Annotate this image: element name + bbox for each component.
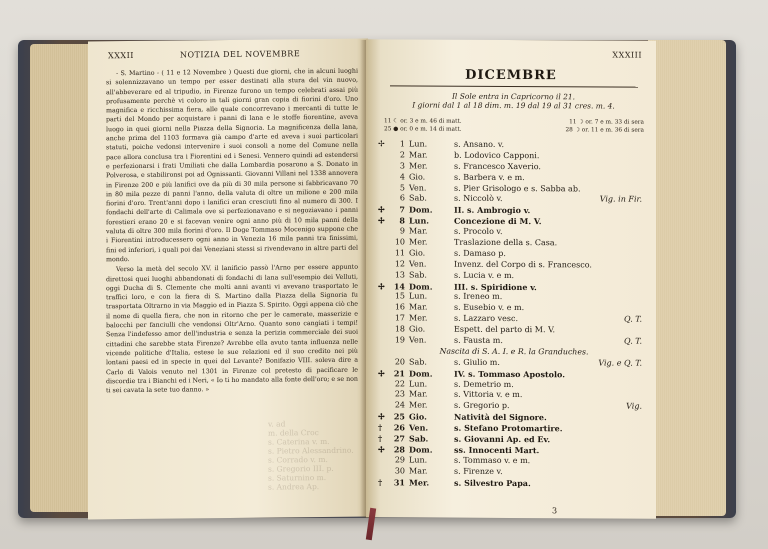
weekday: Gio.	[409, 324, 426, 334]
day-number: 14	[393, 280, 405, 292]
weekday: Gio.	[409, 411, 427, 422]
saint-name: s. Giulio m.	[454, 357, 500, 367]
feast-mark: ✢	[378, 444, 385, 455]
saint-name: s. Silvestro Papa.	[454, 477, 531, 488]
weekday: Dom.	[409, 368, 433, 379]
saint-name: s. Ansano. v.	[454, 139, 505, 149]
day-number: 27	[393, 433, 405, 444]
day-number: 9	[399, 226, 405, 236]
weekday: Dom.	[409, 444, 433, 455]
day-number: 18	[394, 324, 405, 334]
day-number: 6	[399, 193, 405, 203]
bleed-line: s. Gregorio III. p.	[268, 463, 334, 474]
day-number: 29	[394, 455, 405, 465]
weekday: Ven.	[409, 422, 429, 433]
weekday: Ven.	[409, 183, 427, 193]
saint-name: s. Procolo v.	[454, 226, 503, 237]
day-number: 19	[394, 335, 405, 345]
left-page	[88, 39, 368, 520]
day-number: 22	[394, 378, 405, 389]
day-number: 11	[394, 248, 405, 258]
signature-mark: 3	[552, 506, 558, 516]
weekday: Mar.	[409, 302, 428, 312]
day-number: 8	[399, 215, 405, 226]
day-note: Vig. e Q. T.	[598, 358, 642, 368]
moon-left: 11 ☾ or. 3 e m. 46 di matt.	[384, 118, 462, 125]
saint-name: s. Damaso p.	[454, 248, 506, 258]
right-page-edges	[648, 40, 726, 516]
weekday: Mar.	[409, 226, 428, 236]
saint-name: Traslazione della s. Casa.	[454, 237, 558, 248]
day-number: 30	[394, 466, 405, 476]
day-number: 31	[393, 476, 405, 488]
saint-name: s. Demetrio m.	[454, 379, 514, 389]
bleed-line: s. Andrea Ap.	[268, 482, 320, 492]
weekday: Mer.	[409, 477, 430, 488]
day-note: Q. T.	[624, 336, 642, 346]
weekday: Gio.	[409, 248, 426, 258]
day-number: 28	[393, 444, 405, 455]
saint-name: Espett. del parto di M. V.	[454, 324, 555, 335]
feast-mark: ✢	[378, 280, 385, 291]
sun-info	[386, 91, 641, 110]
moon-row	[384, 125, 644, 134]
saint-name: s. Francesco Xaverio.	[454, 161, 541, 171]
weekday: Lun.	[409, 139, 428, 149]
day-number: 16	[394, 302, 405, 312]
weekday: Ven.	[409, 259, 427, 269]
day-note: Vig.	[626, 401, 642, 412]
feast-mark: ✢	[378, 368, 385, 379]
saint-name: b. Lodovico Capponi.	[454, 150, 540, 161]
bleed-line: m. della Croc	[268, 428, 319, 438]
weekday: Dom.	[409, 281, 433, 292]
saint-name: Invenz. del Corpo di s. Francesco.	[454, 259, 592, 270]
day-number: 24	[394, 400, 405, 410]
moon-right: 11 ☽ or. 7 e m. 33 di sera	[569, 119, 644, 126]
saint-name: s. Eusebio v. e m.	[454, 303, 525, 313]
feast-mark: ✢	[378, 215, 385, 226]
sun-line-2: I giorni dal 1 al 18 dim. m. 19 dal 19 al 31 cres. m. 4.	[412, 100, 615, 111]
feast-mark: ✢	[378, 204, 385, 215]
bleed-line: v. ad	[268, 419, 286, 429]
day-note: Vig. in Fir.	[599, 194, 642, 205]
day-note: Q. T.	[624, 314, 642, 324]
weekday: Lun.	[409, 379, 428, 389]
weekday: Lun.	[409, 215, 430, 226]
weekday: Gio.	[409, 172, 426, 182]
saint-name: s. Fausta m.	[454, 335, 503, 345]
day-number: 10	[394, 237, 405, 247]
weekday: Mar.	[409, 150, 428, 160]
left-running-head: NOTIZIA DEL NOVEMBRE	[180, 49, 301, 60]
moon-phases	[384, 117, 644, 134]
month-title: DICEMBRE	[465, 67, 557, 84]
saint-name: s. Firenze v.	[454, 466, 503, 476]
paragraph-1: - S. Martino - ( 11 e 12 Novembre ) Questi due giorni, che in alcuni luoghi si solennizzavano un tempo per esser destinati alla stura del vin nuovo, all'abbeverare ed al tripudio, in Firenze furono un tempo celebrati assai più profusamente perchè vi coloro in tali giorni gran copia di fiorini d'oro. Uno magnifica e ricchissima fiera, alle quale concorrevano i mercanti di tutte le parti del Mondo per acquistare i panni di lana e le stoffe fiorentine, aveva luogo in quei giorni nella Piazza della Signoria. La magnificenza della lana, anche prima del 1103 formava già campo d'arte ed aveva i suoi particolari statuti, poiche vedonsi intervenire i suoi consoli a nome del Comune nella pace allora conclusa tra i Fiorentini ed i Senesi. Vennero quindi ad estendersi e perfezionarsi i frati Umiliati che dalla Lombardia posarono a S. Donato in Polverosa, e stabilironsi poi ad Ognissanti. Giovanni Villani nel 1338 annovera in Firenze 200 e più lanifici ove da più di 30 mila persone si fabbricavano 70 in 80 mila pezze di panni l'anno, della valuta di oltre un milione e 200 mila fiorini d'oro. Trent'anni dopo i lanifici eran cresciuti fino al numero di 300. I fondachi dell'arte di Calimala ove si perfezionavano e si negoziavano i panni forestieri erano 20 e si facevan venire ogni anno più di 10 mila panni della valuta di oltre 300 mila fiorini d'oro. Il Doge Tommaso Mocenigo suppone che i Fiorentini introducessero ogni anno in Venezia 16 mila panni tra finissimi, fini ed inferiori, i quali poi dai Veneziani stessi si rivendevano in altre parti del mondo.	[106, 67, 358, 264]
calendar-row	[378, 477, 650, 489]
moon-left: 25 ● or. 0 e m. 14 di matt.	[384, 126, 462, 133]
day-number: 15	[394, 291, 405, 301]
weekday: Mer.	[409, 313, 428, 323]
bleed-line: s. Saturnino m.	[268, 472, 327, 483]
left-page-edges	[30, 44, 92, 512]
feast-mark: †	[378, 433, 383, 444]
saint-name: IV. s. Tommaso Apostolo.	[454, 368, 565, 379]
weekday: Lun.	[409, 291, 428, 302]
day-number: 17	[394, 313, 405, 323]
saint-name: s. Gregorio p.	[454, 401, 510, 411]
day-number: 23	[394, 389, 405, 399]
day-number: 20	[394, 357, 405, 367]
saint-name: Concezione di M. V.	[454, 215, 542, 227]
day-number: 2	[399, 150, 405, 160]
feast-mark: ✢	[378, 139, 385, 149]
feast-mark: †	[378, 422, 383, 433]
left-page-number: XXXII	[108, 50, 134, 61]
moon-right: 28 ☽ or. 11 e m. 36 di sera	[565, 127, 644, 134]
weekday: Mar.	[409, 466, 428, 476]
bleed-line: s. Corrado v. m.	[268, 454, 328, 465]
sun-line-1: Il Sole entra in Capricorno il 21.	[451, 91, 576, 102]
day-number: 13	[394, 270, 405, 280]
saint-name: s. Pier Grisologo e s. Sabba ab.	[454, 183, 581, 193]
day-number: 5	[399, 182, 405, 193]
day-number: 1	[399, 139, 405, 149]
saint-name: II. s. Ambrogio v.	[454, 205, 531, 216]
day-number: 12	[394, 259, 405, 269]
feast-mark: †	[378, 476, 383, 487]
weekday: Mer.	[409, 237, 428, 247]
saint-name: ss. Innocenti Mart.	[454, 444, 540, 456]
saint-name: s. Barbera v. e m.	[454, 172, 525, 182]
bleed-through-text	[268, 419, 358, 492]
day-number: 25	[393, 411, 405, 422]
right-page-number: XXXIII	[612, 50, 642, 60]
saint-name: s. Giovanni Ap. ed Ev.	[454, 433, 551, 445]
weekday: Mer.	[409, 161, 428, 171]
weekday: Sab.	[409, 193, 427, 204]
calendar-subhead: Nascita di S. A. I. e R. la Granduches.	[439, 346, 589, 357]
day-number: 4	[399, 172, 405, 182]
bleed-line: s. Caterina v. m.	[268, 436, 330, 447]
feast-mark: ✢	[378, 411, 385, 422]
saint-name: s. Ireneo m.	[454, 292, 503, 302]
day-number: 26	[393, 422, 405, 433]
saint-name: III. s. Spiridione v.	[454, 281, 537, 292]
saint-name: s. Lucia v. e m.	[454, 270, 515, 280]
saint-name: s. Niccolò v.	[454, 194, 503, 204]
saint-name: Natività del Signore.	[454, 411, 547, 423]
weekday: Sab.	[409, 433, 429, 444]
calendar-list	[378, 139, 650, 489]
weekday: Mar.	[409, 389, 428, 400]
weekday: Mer.	[409, 400, 428, 410]
bleed-line: s. Pietro Alessandrino.	[268, 445, 354, 456]
saint-name: s. Vittoria v. e m.	[454, 390, 523, 400]
day-number: 21	[393, 368, 405, 379]
paragraph-2: Verso la metà del secolo XV. il lanificio passò l'Arno per essere appunto direttosi quei luoghi abbandonati di fondachi di lana sull'esempio dei Velluti, oggi Ducha di S. Clemente che molti anni avanti vi avevano trasportato le traffici loro, e con la fiera di S. Martino dalla Piazza della Signoria fu trasportata Oltrarno in via Maggio ed in Piazza S. Spirito. Oggi appena ciò che il nome di quella fiera, che non in ritorno che per le camerate, masserizie e balocchi per fanciulli che vendonsi Oltr'Arno. Quanto sono cangiati i tempi! Senza l'indefesso amor dell'industria e senza la perizia commerciale dei suoi cittadini che sarebbe stata Firenze? Avrebbe ella avuto tanta influenza nelle vicende politiche d'Italia, estese le sue relazioni ed il suo credito nei più lontani paesi ed in specie in quei del Levante? Bonifazio VIII. soleva dire a Carlo di Valois venuto nel 1301 in Firenze col pretesto di pacificare le discordie tra i Bianchi ed i Neri, « Io ti ho mandato alla fonte dell'oro; e se non ti sei cavata la sete tuo danno. »	[106, 263, 358, 395]
right-page	[366, 39, 656, 519]
saint-name: s. Tommaso v. e m.	[454, 455, 531, 465]
saint-name: s. Lazzaro vesc.	[454, 313, 519, 324]
title-rule	[390, 85, 638, 87]
saint-name: s. Stefano Protomartire.	[454, 422, 563, 434]
weekday: Sab.	[409, 270, 427, 280]
day-number: 7	[399, 204, 405, 215]
weekday: Dom.	[409, 204, 433, 215]
weekday: Lun.	[409, 455, 428, 465]
left-body-text	[106, 67, 358, 397]
weekday: Ven.	[409, 335, 427, 345]
weekday: Sab.	[409, 357, 427, 367]
day-number: 3	[399, 161, 405, 171]
